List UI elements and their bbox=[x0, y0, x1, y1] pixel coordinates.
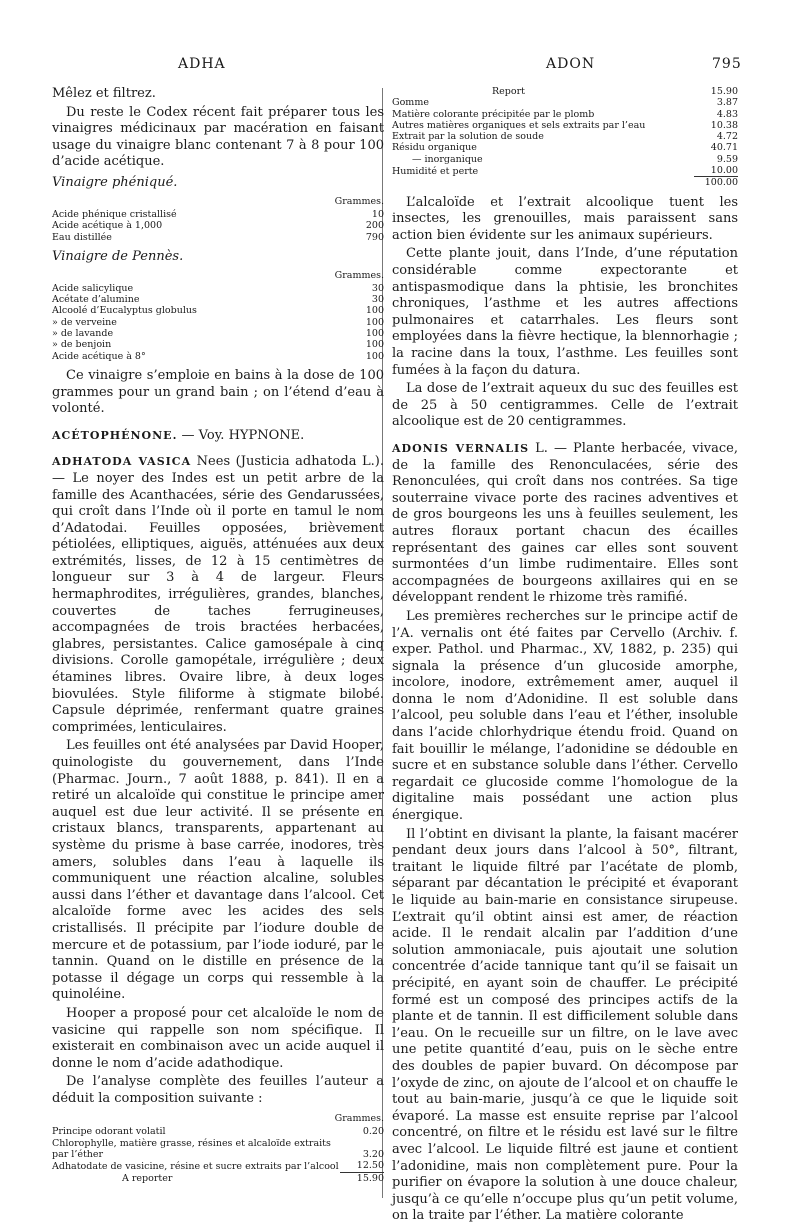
quantity: 40.71 bbox=[710, 142, 738, 154]
table-row bbox=[52, 1138, 384, 1161]
left-column bbox=[52, 86, 384, 1190]
quantity: 100 bbox=[365, 328, 384, 340]
table-row bbox=[52, 1172, 384, 1184]
paragraph: Ce vinaigre s’emploie en bains à la dose de 100 grammes pour un grand bain ; on l’étend d’eau à volonté. bbox=[52, 367, 384, 417]
ingredient: » de benjoin bbox=[52, 339, 112, 351]
table-row bbox=[392, 109, 738, 120]
paragraph: Mêlez et filtrez. bbox=[52, 86, 156, 101]
table-row bbox=[392, 177, 738, 189]
quantity: 3.87 bbox=[716, 97, 738, 109]
paragraph: Hooper a proposé pour cet alcaloïde le nom de vasicine qui rappelle son nom spécifique. Il existerait en combinaison avec un acide auquel il donne le nom d’acide adathodique. bbox=[52, 1005, 384, 1071]
table-row bbox=[392, 142, 738, 153]
composition-table bbox=[52, 1126, 384, 1183]
table-row bbox=[392, 86, 738, 97]
paragraph: Les feuilles ont été analysées par David Hooper, quinologiste du gouvernement, dans l’Inde (Pharmac. Journ., 7 août 1888, p. 841). Il en a retiré un alcaloïde qui constitue le principe amer auquel est due leur activité. Il se présente en cristaux blancs, transparents, appartenant au système du prisme à base carrée, inodores, très amers, solubles dans l’eau à laquelle ils communiquent une réaction alcaline, solubles aussi dans l’éther et davantage dans l’alcool. Cet alcaloïde forme avec les acides des sels cristallisés. Il précipite par l’iodure double de mercure et de potassium, par l’iode ioduré, par le tannin. Quand on le distille en présence de la potasse il dégage un corps qui ressemble à la quinoléine. bbox=[52, 738, 384, 1003]
component: Principe odorant volatil bbox=[52, 1126, 166, 1138]
report-value: 15.90 bbox=[710, 86, 738, 97]
component: Adhatodate de vasicine, résine et sucre extraits par l’alcool bbox=[52, 1160, 339, 1172]
table-row bbox=[52, 1160, 384, 1172]
component: Résidu organique bbox=[392, 142, 477, 154]
quantity: 10.00 bbox=[694, 165, 738, 177]
quantity: 100 bbox=[365, 339, 384, 351]
entry-adhatoda bbox=[52, 454, 384, 736]
paragraph: Du reste le Codex récent fait préparer tous les vinaigres médicinaux par macération en faisant usage du vinaigre blanc contenant 7 à 8 pour 100 d’acide acétique. bbox=[52, 104, 384, 170]
carry-label: A reporter bbox=[122, 1172, 173, 1184]
entry-text: L. — Plante herbacée, vivace, de la famille des Renonculacées, série des Renonculées, qui croît dans nos contrées. Sa tige souterraine vivace porte des racines adventives et de gros bourgeons les uns à feuilles seulement, les autres floraux portant chacun des écailles représentant des gaines car elles sont souvent surmontées d’un limbe rudimentaire. Elles sont accompagnées de bourgeons axillaires qui en se développant rendent le rhizome très ramifié. bbox=[392, 440, 738, 606]
table-row bbox=[52, 305, 384, 316]
quantity: 0.20 bbox=[362, 1126, 384, 1138]
table-row bbox=[392, 154, 738, 165]
quantity: 4.72 bbox=[716, 131, 738, 143]
table-row bbox=[52, 351, 384, 362]
page-number: 795 bbox=[712, 56, 742, 72]
recipe-title: Vinaigre de Pennès. bbox=[52, 248, 184, 264]
entry-text: Nees (Justicia adhatoda L.). — Le noyer des Indes est un petit arbre de la famille des Acanthacées, série des Gendarussées, qui croît dans l’Inde où il porte en tamul le nom d’Adatodai. Feuilles opposées, brièvement pétiolées, elliptiques, aiguës, atténuées aux deux extrémités, lisses, de 12 à 15 centimètres de longueur sur 3 à 4 de largeur. Fleurs hermaphrodites, irrégulières, grandes, blanches, couvertes de taches ferrugineuses, accompagnées de trois bractées herbacées, glabres, persistantes. Calice gamosépale à cinq divisions. Corolle gamopétale, irrégulière ; deux étamines libres. Ovaire libre, à deux loges biovulées. Style filiforme à stigmate bilobé. Capsule déprimée, renfermant quatre graines comprimées, lenticulaires. bbox=[52, 454, 384, 735]
table-row bbox=[392, 120, 738, 131]
paragraph: La dose de l’extrait aqueux du suc des feuilles est de 25 à 50 centigrammes. Celle de l’extrait alcoolique est de 20 centigrammes. bbox=[392, 381, 738, 430]
recipe-table bbox=[52, 209, 384, 243]
table-row bbox=[52, 328, 384, 339]
entry-term: ADHATODA VASICA bbox=[52, 455, 192, 469]
quantity: 10 bbox=[371, 208, 384, 220]
running-head-left: ADHA bbox=[178, 56, 226, 72]
quantity: 200 bbox=[365, 220, 384, 232]
table-row bbox=[392, 165, 738, 177]
table-row bbox=[52, 317, 384, 328]
entry-adonis bbox=[392, 441, 738, 607]
ingredient: Acide phénique cristallisé bbox=[52, 208, 177, 220]
recipe-table bbox=[52, 283, 384, 362]
component: Extrait par la solution de soude bbox=[392, 131, 544, 143]
ingredient: Acide acétique à 1,000 bbox=[52, 220, 163, 232]
unit-label: Grammes. bbox=[334, 269, 384, 281]
table-row bbox=[52, 1126, 384, 1137]
ingredient: Acétate d’alumine bbox=[52, 294, 140, 306]
table-row bbox=[392, 131, 738, 142]
quantity: 10.38 bbox=[710, 119, 738, 131]
ingredient: » de verveine bbox=[52, 316, 117, 328]
ingredient: Acide salicylique bbox=[52, 282, 134, 294]
table-row bbox=[52, 294, 384, 305]
component: Matière colorante précipitée par le plomb bbox=[392, 108, 595, 120]
total-value: 100.00 bbox=[704, 177, 738, 189]
report-label: Report bbox=[492, 86, 525, 97]
entry-term: ACÉTOPHÉNONE. bbox=[52, 428, 178, 442]
component: Chlorophylle, matière grasse, résines et alcaloïde extraits par l’éther bbox=[52, 1137, 331, 1161]
ingredient: Acide acétique à 8° bbox=[52, 350, 146, 362]
quantity: 30 bbox=[371, 294, 384, 306]
paragraph: De l’analyse complète des feuilles l’auteur a déduit la composition suivante : bbox=[52, 1074, 384, 1106]
quantity: 12.50 bbox=[340, 1160, 384, 1172]
unit-label: Grammes. bbox=[334, 195, 384, 207]
quantity: 30 bbox=[371, 282, 384, 294]
carry-value: 15.90 bbox=[356, 1172, 384, 1184]
component: Autres matières organiques et sels extraits par l’eau bbox=[392, 119, 646, 131]
ingredient: » de lavande bbox=[52, 328, 114, 340]
right-column bbox=[392, 86, 738, 1227]
table-row bbox=[52, 339, 384, 350]
paragraph: Les premières recherches sur le principe actif de l’A. vernalis ont été faites par Cervello (Archiv. f. exper. Pathol. und Pharmac., XV, 1882, p. 235) qui signala la présence d’un glucoside amorphe, incolore, inodore, extrêmement amer, auquel il donna le nom d’Adonidine. Il est soluble dans l’alcool, peu soluble dans l’eau et l’éther, insoluble dans l’acide chlorhydrique étendu froid. Quand on fait bouillir le mélange, l’adonidine se dédouble en sucre et en substance soluble dans l’éther. Cervello regardait ce glucoside comme l’homologue de la digitaline mais possédant une action plus énergique. bbox=[392, 608, 738, 824]
entry-term: ADONIS VERNALIS bbox=[392, 441, 530, 455]
component: Gomme bbox=[392, 97, 429, 109]
component: — inorganique bbox=[412, 153, 483, 165]
quantity: 4.83 bbox=[716, 108, 738, 120]
table-row bbox=[52, 283, 384, 294]
paragraph: L’alcaloïde et l’extrait alcoolique tuent les insectes, les grenouilles, mais paraissent sans action bien évidente sur les animaux supérieurs. bbox=[392, 194, 738, 243]
composition-table-continued bbox=[392, 86, 738, 189]
component: Humidité et perte bbox=[392, 165, 479, 177]
quantity: 790 bbox=[365, 231, 384, 243]
paragraph: Il l’obtint en divisant la plante, la faisant macérer pendant deux jours dans l’alcool à 50°, filtrant, traitant le liquide filtré par l’acétate de plomb, séparant par décantation le précipité et évaporant le liquide au bain-marie en consistance sirupeuse. L’extrait qu’il obtint ainsi est amer, de réaction acide. Il le rendait alcalin par l’addition d’une solution ammoniacale, puis ajoutait une solution concentrée d’acide tannique tant qu’il se faisait un précipité, en ayant soin de chauffer. Le précipité formé est un composé des principes actifs de la plante et de tannin. Il est difficilement soluble dans l’eau. On le recueille sur un filtre, on le lave avec une petite quantité d’eau, puis on le sèche entre des doubles de papier buvard. On décompose par l’oxyde de zinc, on ajoute de l’alcool et on chauffe le tout au bain-marie, jusqu’à ce que le liquide soit évaporé. La masse est ensuite reprise par l’alcool concentré, on filtre et le résidu est lavé sur le filtre avec l’alcool. Le liquide filtré est jaune et contient l’adonidine, mais non complètement pure. Pour la purifier on évapore la solution à une douce chaleur, jusqu’à ce qu’elle n’occupe plus qu’un petit volume, on la traite par l’éther. La matière colorante bbox=[392, 826, 738, 1224]
quantity: 3.20 bbox=[362, 1149, 384, 1161]
unit-label: Grammes. bbox=[334, 1113, 384, 1125]
running-head-right: ADON bbox=[546, 56, 596, 72]
ingredient: Eau distillée bbox=[52, 231, 112, 243]
entry-text: — Voy. HYPNONE. bbox=[177, 427, 305, 443]
quantity: 100 bbox=[365, 316, 384, 328]
recipe-title: Vinaigre phéniqué. bbox=[52, 174, 178, 190]
paragraph: Cette plante jouit, dans l’Inde, d’une réputation considérable comme expectorante et antispasmodique dans la phtisie, les bronchites chroniques, l’asthme et les autres affections pulmonaires et catarrhales. Les fleurs sont employées dans la fièvre hectique, la blennorhagie ; la racine dans la toux, l’asthme. Les feuilles sont fumées à la façon du datura. bbox=[392, 246, 738, 378]
quantity: 100 bbox=[365, 350, 384, 362]
table-row bbox=[52, 232, 384, 243]
table-row bbox=[392, 97, 738, 108]
ingredient: Alcoolé d’Eucalyptus globulus bbox=[52, 305, 197, 317]
quantity: 9.59 bbox=[716, 153, 738, 165]
entry-acetophenone bbox=[52, 428, 384, 445]
quantity: 100 bbox=[365, 305, 384, 317]
table-row bbox=[52, 209, 384, 220]
table-row bbox=[52, 220, 384, 231]
